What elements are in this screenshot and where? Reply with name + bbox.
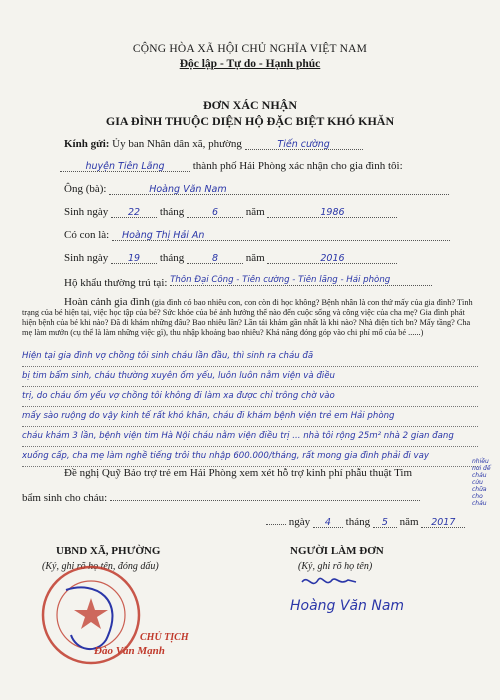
residence-value: Thôn Đại Công - Tiến cường - Tiên lãng - Hải phòng [170, 275, 432, 286]
stamp-chairman-title: CHỦ TỊCH [140, 632, 189, 643]
kinh-gui-line [64, 138, 363, 150]
city-text: thành phố Hải Phòng xác nhận cho gia đình tôi: [192, 160, 403, 172]
child-dob-nam: năm [245, 252, 265, 264]
for-child-blank [110, 490, 420, 501]
parent-dob-nam: năm [245, 206, 265, 218]
ward-value: Tiến cường [245, 139, 363, 150]
commune-sign-sub: (Ký, ghi rõ họ tên, đóng dấu) [42, 561, 159, 572]
for-child-text: bẩm sinh cho cháu: [22, 492, 108, 504]
date-day: 4 [313, 517, 343, 528]
date-ngay: ngày [288, 516, 311, 528]
handwritten-line: trị, do cháu ốm yếu vợ chồng tôi không đi làm xa được chỉ trông chờ vào [22, 387, 478, 407]
handwritten-line: cháu khám 3 lần, bệnh viện tim Hà Nội cháu nằm viện điều trị ... nhà tôi rộng 25m² nhà 2 gian đang [22, 427, 478, 447]
child-name-line [64, 229, 450, 241]
applicant-signature-name: Hoàng Văn Nam [290, 598, 405, 614]
child-dob-label: Sinh ngày [64, 252, 109, 264]
date-month: 5 [373, 517, 397, 528]
circumstances-hint: (gia đình có bao nhiêu con, con còn đi học không? Bệnh nhân là con thứ mấy của gia đình? Tình trạng của bé hiện tại, việc học tập của bé? Sức khỏe của bé ảnh hưởng thế nào đến cuộc sống và công việc của cha mẹ? Gia đình phát hiện bệnh của bé khi nào? Đã đi khám những đâu? Bao nhiêu lần? Lần tái khám gần nhất là khi nào? Nhà điện tích bn? Mấy tầng? Cha mẹ làm mướn (cụ thể là làm những việc gì), thu nhập khoảng bao nhiêu? Khả năng đóng góp vào chi phí mổ của bé ......) [22, 298, 473, 337]
handwritten-line: Hiện tại gia đình vợ chồng tôi sinh cháu lần đầu, thì sinh ra cháu đã [22, 347, 478, 367]
district-value: huyện Tiên Lãng [60, 161, 190, 172]
circumstances-handwriting [22, 347, 478, 467]
parent-dob-day: 22 [111, 207, 157, 218]
parent-dob-year: 1986 [267, 207, 397, 218]
commune-sign-title: UBND XÃ, PHƯỜNG [56, 545, 161, 557]
ho-khau-label: Hộ khẩu thường trú tại: [64, 277, 168, 289]
date-blank [266, 514, 286, 525]
applicant-sign-title: NGƯỜI LÀM ĐƠN [290, 545, 384, 557]
date-nam: năm [399, 516, 419, 528]
handwritten-line: xuống cấp, cha mẹ làm nghề tiếng trôi thu nhập 600.000/tháng, rất mong gia đình phải đi vay [22, 447, 478, 467]
co-con-label: Có con là: [64, 229, 110, 241]
parent-name-line [64, 183, 449, 195]
stamp-chairman-name: Đào Văn Mạnh [94, 645, 165, 657]
child-name-value: Hoàng Thị Hải An [112, 230, 450, 241]
child-dob-line [64, 252, 397, 264]
form-subtitle: GIA ĐÌNH THUỘC DIỆN HỘ ĐẶC BIỆT KHÓ KHĂN [105, 114, 395, 128]
country-header: CỘNG HÒA XÃ HỘI CHỦ NGHĨA VIỆT NAM [132, 43, 368, 55]
child-dob-month: 8 [187, 253, 243, 264]
handwritten-line: bị tim bẩm sinh, cháu thường xuyên ốm yếu, luôn luôn nằm viện và điều [22, 367, 478, 387]
date-thang: tháng [345, 516, 371, 528]
child-dob-year: 2016 [267, 253, 397, 264]
child-dob-day: 19 [111, 253, 157, 264]
applicant-signature-scribble [300, 572, 360, 592]
proposal-line: Đề nghị Quỹ Bảo trợ trẻ em Hải Phòng xem xét hỗ trợ kinh phí phẫu thuật Tim [64, 467, 413, 479]
parent-dob-label: Sinh ngày [64, 206, 109, 218]
circumstances-block [22, 297, 477, 338]
for-child-line [22, 490, 420, 504]
child-dob-thang: tháng [159, 252, 185, 264]
margin-note: nhiều nơi để cháu cứu chữa cho cháu [472, 458, 491, 507]
applicant-sign-sub: (Ký, ghi rõ họ tên) [298, 561, 373, 572]
handwritten-line: mấy sào ruộng do vậy kinh tế rất khó khăn, cháu đi khám bệnh viện trẻ em Hải phòng [22, 407, 478, 427]
date-year: 2017 [421, 517, 465, 528]
parent-dob-thang: tháng [159, 206, 185, 218]
parent-dob-month: 6 [187, 207, 243, 218]
circumstances-label: Hoàn cảnh gia đình [64, 296, 150, 308]
date-line [266, 514, 465, 528]
district-line [60, 160, 403, 172]
ong-ba-label: Ông (bà): [64, 183, 107, 195]
motto-text: Độc lập - Tự do - Hạnh phúc [179, 58, 321, 70]
kinh-gui-text: Ủy ban Nhân dân xã, phường [112, 138, 242, 150]
form-title: ĐƠN XÁC NHẬN [203, 98, 297, 112]
residence-line [64, 275, 432, 289]
motto-header [0, 58, 500, 70]
parent-dob-line [64, 206, 397, 218]
parent-name-value: Hoàng Văn Nam [109, 184, 449, 195]
kinh-gui-label: Kính gửi: [64, 138, 110, 150]
